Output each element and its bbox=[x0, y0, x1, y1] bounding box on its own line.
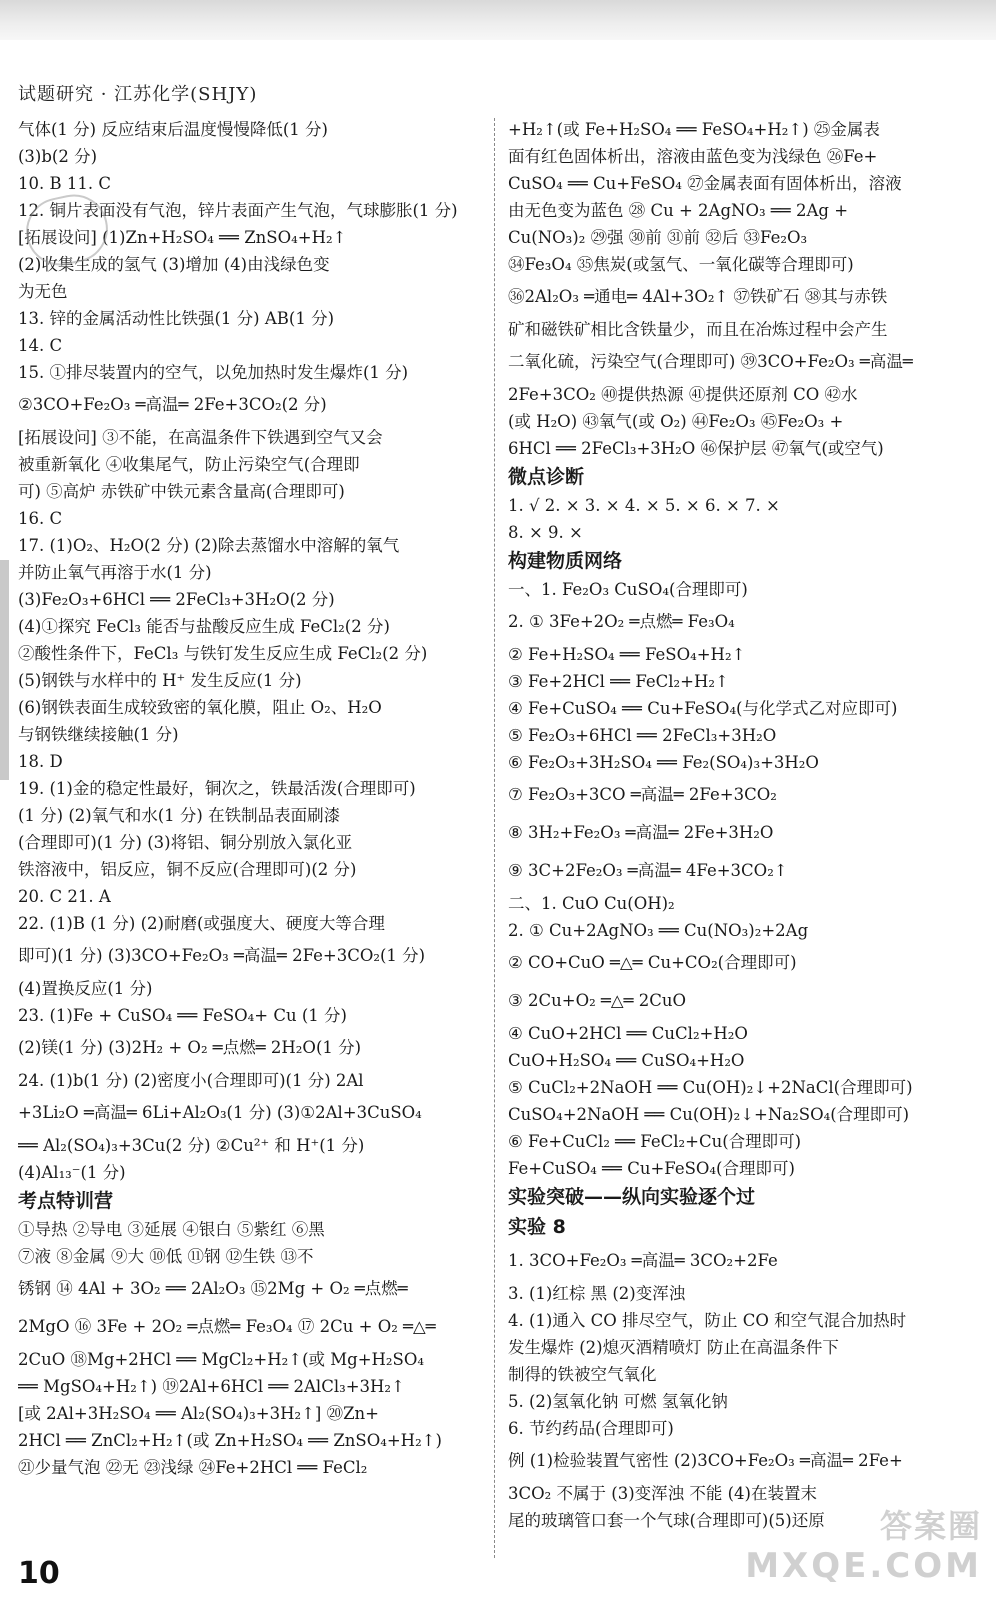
answer-line: +H₂↑(或 Fe+H₂SO₄ ══ FeSO₄+H₂↑) ㉕金属表 bbox=[508, 120, 880, 139]
answer-line: (4)置换反应(1 分) bbox=[18, 979, 153, 998]
answer-line: ② Fe+H₂SO₄ ══ FeSO₄+H₂↑ bbox=[508, 645, 746, 664]
answer-line: 10. B 11. C bbox=[18, 174, 111, 193]
answer-line: 14. C bbox=[18, 336, 63, 355]
answer-line: 气体(1 分) 反应结束后温度慢慢降低(1 分) bbox=[18, 120, 328, 139]
section-heading: 微点诊断 bbox=[508, 466, 585, 488]
answer-line: 2CuO ⑱Mg+2HCl ══ MgCl₂+H₂↑(或 Mg+H₂SO₄ bbox=[18, 1350, 424, 1369]
answer-line: 被重新氧化 ④收集尾气，防止污染空气(合理即 bbox=[18, 455, 360, 474]
answer-line: 3. (1)红棕 黑 (2)变浑浊 bbox=[508, 1284, 686, 1303]
page-number: 10 bbox=[18, 1556, 60, 1591]
answer-line: 16. C bbox=[18, 509, 63, 528]
answer-line: 23. (1)Fe + CuSO₄ ══ FeSO₄+ Cu (1 分) bbox=[18, 1006, 347, 1025]
answer-line: ㊱2Al₂O₃ ═通电═ 4Al+3O₂↑ ㊲铁矿石 ㊳其与赤铁 bbox=[508, 287, 888, 306]
answer-line: 锈钢 ⑭ 4Al + 3O₂ ══ 2Al₂O₃ ⑮2Mg + O₂ ═点燃═ bbox=[18, 1279, 408, 1298]
answer-line: 4. (1)通入 CO 排尽空气，防止 CO 和空气混合加热时 bbox=[508, 1311, 907, 1330]
answer-line: 6HCl ══ 2FeCl₃+3H₂O ㊻保护层 ㊼氧气(或空气) bbox=[508, 439, 884, 458]
answer-line: ③ 2Cu+O₂ ═△═ 2CuO bbox=[508, 991, 687, 1010]
answer-line: 24. (1)b(1 分) (2)密度小(合理即可)(1 分) 2Al bbox=[18, 1071, 364, 1090]
answer-line: CuO+H₂SO₄ ══ CuSO₄+H₂O bbox=[508, 1051, 745, 1070]
answer-line: 与钢铁继续接触(1 分) bbox=[18, 725, 179, 744]
watermark-line-1: 答案圈 bbox=[879, 1507, 982, 1545]
answer-line: 例 (1)检验装置气密性 (2)3CO+Fe₂O₃ ═高温═ 2Fe+ bbox=[508, 1451, 903, 1470]
answer-line: (2)收集生成的氢气 (3)增加 (4)由浅绿色变 bbox=[18, 255, 330, 274]
answer-line: 可) ⑤高炉 赤铁矿中铁元素含量高(合理即可) bbox=[18, 482, 345, 501]
answer-line: (5)钢铁与水样中的 H⁺ 发生反应(1 分) bbox=[18, 671, 302, 690]
answer-line: 1. 3CO+Fe₂O₃ ═高温═ 3CO₂+2Fe bbox=[508, 1251, 778, 1270]
answer-line: ⑦ Fe₂O₃+3CO ═高温═ 2Fe+3CO₂ bbox=[508, 785, 777, 804]
right-column bbox=[508, 116, 978, 1534]
answer-line: 15. ①排尽装置内的空气，以免加热时发生爆炸(1 分) bbox=[18, 363, 409, 382]
watermark bbox=[745, 1506, 982, 1586]
answer-line: 尾的玻璃管口套一个气球(合理即可)(5)还原 bbox=[508, 1511, 825, 1530]
running-head: 试题研究 · 江苏化学(SHJY) bbox=[18, 84, 258, 105]
section-heading: 考点特训营 bbox=[18, 1190, 114, 1212]
answer-line: (1 分) (2)氧气和水(1 分) 在铁制品表面刷漆 bbox=[18, 806, 341, 825]
column-divider bbox=[494, 118, 495, 1558]
answer-line: 20. C 21. A bbox=[18, 887, 111, 906]
answer-line: (4)Al₁₃⁻(1 分) bbox=[18, 1163, 126, 1182]
answer-line: [拓展设问] ③不能，在高温条件下铁遇到空气又会 bbox=[18, 428, 383, 447]
section-heading: 构建物质网络 bbox=[508, 550, 623, 572]
answer-line: 2Fe+3CO₂ ㊵提供热源 ㊶提供还原剂 CO ㊷水 bbox=[508, 385, 858, 404]
answer-line: 二氧化硫，污染空气(合理即可) ㊴3CO+Fe₂O₃ ═高温═ bbox=[508, 352, 913, 371]
answer-line: 2HCl ══ ZnCl₂+H₂↑(或 Zn+H₂SO₄ ══ ZnSO₄+H₂↑) bbox=[18, 1431, 442, 1450]
answer-line: [或 2Al+3H₂SO₄ ══ Al₂(SO₄)₃+3H₂↑] ⑳Zn+ bbox=[18, 1404, 379, 1423]
answer-line: (3)Fe₂O₃+6HCl ══ 2FeCl₃+3H₂O(2 分) bbox=[18, 590, 335, 609]
answer-line: 6. 节约药品(合理即可) bbox=[508, 1419, 674, 1438]
answer-line: CuSO₄+2NaOH ══ Cu(OH)₂↓+Na₂SO₄(合理即可) bbox=[508, 1105, 910, 1124]
answer-line: 铁溶液中，铝反应，铜不反应(合理即可)(2 分) bbox=[18, 860, 357, 879]
answer-line: ⑤ Fe₂O₃+6HCl ══ 2FeCl₃+3H₂O bbox=[508, 726, 777, 745]
answer-line: ②酸性条件下，FeCl₃ 与铁钉发生反应生成 FeCl₂(2 分) bbox=[18, 644, 428, 663]
answer-line: ══ Al₂(SO₄)₃+3Cu(2 分) ②Cu²⁺ 和 H⁺(1 分) bbox=[18, 1136, 365, 1155]
answer-line: (4)①探究 FeCl₃ 能否与盐酸反应生成 FeCl₂(2 分) bbox=[18, 617, 390, 636]
answer-line: ㉞Fe₃O₄ ㉟焦炭(或氢气、一氧化碳等合理即可) bbox=[508, 255, 854, 274]
answer-line: 22. (1)B (1 分) (2)耐磨(或强度大、硬度大等合理 bbox=[18, 914, 385, 933]
answer-line: ══ MgSO₄+H₂↑) ⑲2Al+6HCl ══ 2AlCl₃+3H₂↑ bbox=[18, 1377, 405, 1396]
answer-line: ㉑少量气泡 ㉒无 ㉓浅绿 ㉔Fe+2HCl ══ FeCl₂ bbox=[18, 1458, 368, 1477]
section-heading: 实验 8 bbox=[508, 1216, 566, 1238]
answer-line: +3Li₂O ═高温═ 6Li+Al₂O₃(1 分) (3)①2Al+3CuSO₄ bbox=[18, 1103, 422, 1122]
answer-line: 制得的铁被空气氧化 bbox=[508, 1365, 657, 1384]
answer-line: 18. D bbox=[18, 752, 63, 771]
answer-line: CuSO₄ ══ Cu+FeSO₄ ㉗金属表面有固体析出，溶液 bbox=[508, 174, 902, 193]
answer-line: 2MgO ⑯ 3Fe + 2O₂ ═点燃═ Fe₃O₄ ⑰ 2Cu + O₂ ═△═ bbox=[18, 1317, 436, 1336]
side-tab bbox=[0, 560, 9, 780]
answer-line: ④ Fe+CuSO₄ ══ Cu+FeSO₄(与化学式乙对应即可) bbox=[508, 699, 898, 718]
top-band bbox=[0, 0, 996, 40]
answer-line: ⑨ 3C+2Fe₂O₃ ═高温═ 4Fe+3CO₂↑ bbox=[508, 861, 788, 880]
answer-line: ⑤ CuCl₂+2NaOH ══ Cu(OH)₂↓+2NaCl(合理即可) bbox=[508, 1078, 913, 1097]
answer-line: 2. ① 3Fe+2O₂ ═点燃═ Fe₃O₄ bbox=[508, 612, 735, 631]
answer-line: 二、1. CuO Cu(OH)₂ bbox=[508, 894, 675, 913]
answer-line: ② CO+CuO ═△═ Cu+CO₂(合理即可) bbox=[508, 953, 797, 972]
answer-line: ⑧ 3H₂+Fe₂O₃ ═高温═ 2Fe+3H₂O bbox=[508, 823, 774, 842]
watermark-line-2: MXQE.COM bbox=[745, 1546, 982, 1586]
answer-line: 发生爆炸 (2)熄灭酒精喷灯 防止在高温条件下 bbox=[508, 1338, 839, 1357]
answer-line: Cu(NO₃)₂ ㉙强 ㉚前 ㉛前 ㉜后 ㉝Fe₂O₃ bbox=[508, 228, 808, 247]
answer-line: 19. (1)金的稳定性最好，铜次之，铁最活泼(合理即可) bbox=[18, 779, 416, 798]
answer-line: 2. ① Cu+2AgNO₃ ══ Cu(NO₃)₂+2Ag bbox=[508, 921, 809, 940]
answer-line: ①导热 ②导电 ③延展 ④银白 ⑤紫红 ⑥黑 bbox=[18, 1220, 325, 1239]
answer-line: 12. 铜片表面没有气泡，锌片表面产生气泡，气球膨胀(1 分) bbox=[18, 201, 458, 220]
answer-line: ⑦液 ⑧金属 ⑨大 ⑩低 ⑪钢 ⑫生铁 ⑬不 bbox=[18, 1247, 314, 1266]
section-heading: 实验突破——纵向实验逐个过 bbox=[508, 1186, 756, 1208]
answer-line: 矿和磁铁矿相比含铁量少，而且在冶炼过程中会产生 bbox=[508, 320, 888, 339]
answer-line: (或 H₂O) ㊸氧气(或 O₂) ㊹Fe₂O₃ ㊺Fe₂O₃ + bbox=[508, 412, 844, 431]
answer-line: 1. √ 2. × 3. × 4. × 5. × 6. × 7. × bbox=[508, 496, 780, 515]
answer-line: (2)镁(1 分) (3)2H₂ + O₂ ═点燃═ 2H₂O(1 分) bbox=[18, 1038, 362, 1057]
answer-line: [拓展设问] (1)Zn+H₂SO₄ ══ ZnSO₄+H₂↑ bbox=[18, 228, 347, 247]
answer-line: (3)b(2 分) bbox=[18, 147, 98, 166]
left-column bbox=[18, 116, 486, 1481]
answer-line: 为无色 bbox=[18, 282, 68, 301]
answer-line: ③ Fe+2HCl ══ FeCl₂+H₂↑ bbox=[508, 672, 729, 691]
answer-line: (6)钢铁表面生成较致密的氧化膜，阻止 O₂、H₂O bbox=[18, 698, 382, 717]
answer-line: 13. 锌的金属活动性比铁强(1 分) AB(1 分) bbox=[18, 309, 335, 328]
answer-line: 由无色变为蓝色 ㉘ Cu + 2AgNO₃ ══ 2Ag + bbox=[508, 201, 849, 220]
answer-line: 并防止氧气再溶于水(1 分) bbox=[18, 563, 212, 582]
answer-line: ⑥ Fe₂O₃+3H₂SO₄ ══ Fe₂(SO₄)₃+3H₂O bbox=[508, 753, 819, 772]
answer-line: 一、1. Fe₂O₃ CuSO₄(合理即可) bbox=[508, 580, 748, 599]
answer-line: 即可)(1 分) (3)3CO+Fe₂O₃ ═高温═ 2Fe+3CO₂(1 分) bbox=[18, 946, 426, 965]
answer-line: Fe+CuSO₄ ══ Cu+FeSO₄(合理即可) bbox=[508, 1159, 795, 1178]
answer-line: 3CO₂ 不属于 (3)变浑浊 不能 (4)在装置末 bbox=[508, 1484, 817, 1503]
answer-line: 5. (2)氢氧化钠 可燃 氢氧化钠 bbox=[508, 1392, 728, 1411]
answer-line: 8. × 9. × bbox=[508, 523, 583, 542]
answer-line: ⑥ Fe+CuCl₂ ══ FeCl₂+Cu(合理即可) bbox=[508, 1132, 802, 1151]
answer-line: (合理即可)(1 分) (3)将铝、铜分别放入氯化亚 bbox=[18, 833, 353, 852]
answer-line: ②3CO+Fe₂O₃ ═高温═ 2Fe+3CO₂(2 分) bbox=[18, 395, 327, 414]
answer-line: 面有红色固体析出，溶液由蓝色变为浅绿色 ㉖Fe+ bbox=[508, 147, 878, 166]
answer-line: 17. (1)O₂、H₂O(2 分) (2)除去蒸馏水中溶解的氧气 bbox=[18, 536, 400, 555]
answer-line: ④ CuO+2HCl ══ CuCl₂+H₂O bbox=[508, 1024, 748, 1043]
